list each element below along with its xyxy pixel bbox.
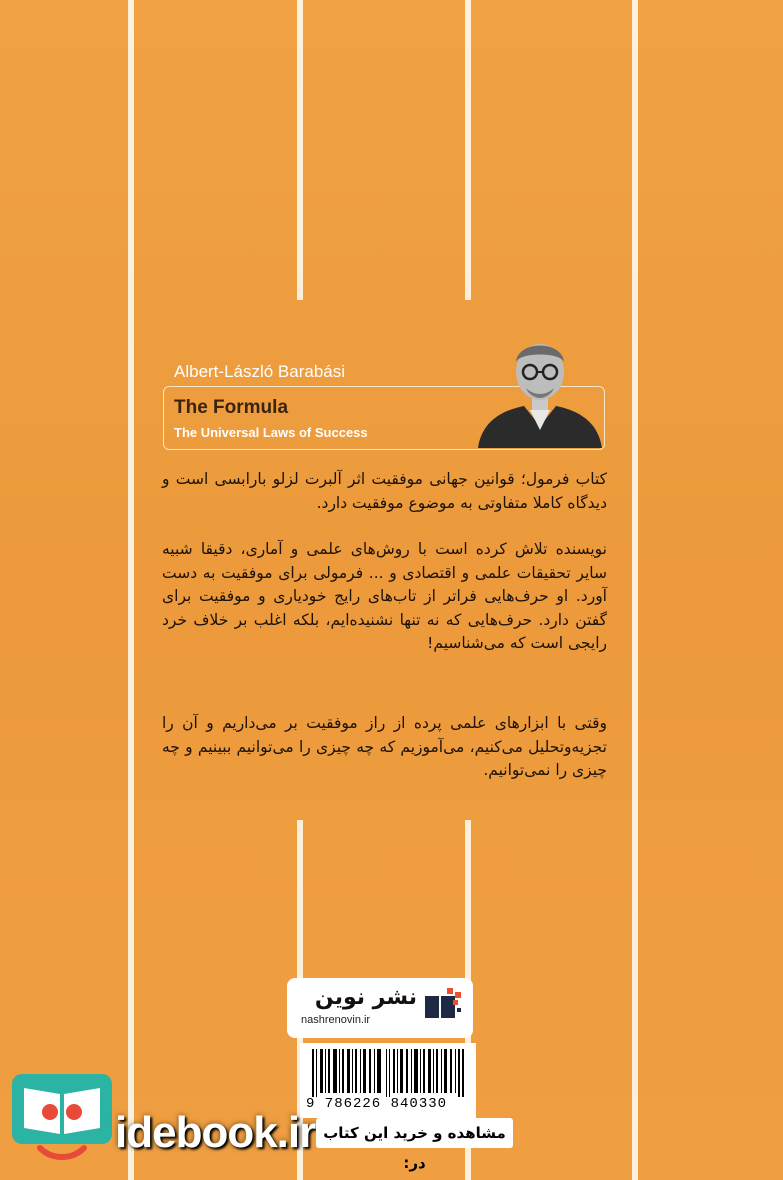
stripe (632, 0, 638, 1180)
blurb-paragraph: وقتی با ابزارهای علمی پرده از راز موفقیت بر می‌داریم و آن را تجزیه‌وتحلیل می‌کنیم، می‌آموزیم که چه چیزی را می‌توانیم ببینیم و چه چیزی را نمی‌توانیم. (162, 714, 607, 779)
stripe (465, 0, 471, 300)
idebook-logo-icon (10, 1072, 114, 1162)
author-name: Albert-László Barabási (174, 362, 346, 381)
book-subtitle: The Universal Laws of Success (174, 425, 368, 440)
author-photo (474, 330, 606, 448)
publisher-url: nashrenovin.ir (301, 1014, 371, 1026)
barcode (300, 1043, 476, 1118)
publisher-logo-icon (423, 986, 463, 1026)
watermark-site[interactable]: idebook.ir (115, 1108, 316, 1157)
watermark-label: مشاهده و خرید این کتاب در: (316, 1118, 513, 1148)
blurb-paragraph: کتاب فرمول؛ قوانین جهانی موفقیت اثر آلبرت لزلو بارابسی است و دیدگاه کاملا متفاوتی به موضوع موفقیت دارد. (162, 470, 607, 512)
publisher-name: نشر نوین (314, 985, 417, 1010)
isbn-number: 9 786226 840330 (306, 1096, 448, 1112)
barcode-bars (312, 1049, 464, 1097)
publisher-box (287, 978, 473, 1038)
stripe (297, 0, 303, 300)
book-title: The Formula (174, 397, 289, 418)
blurb-paragraph: نویسنده تلاش کرده است با روش‌های علمی و آماری، دقیقا شبیه سایر تحقیقات علمی و اقتصادی و ... فرمولی برای موفقیت به دست آورد. او حرف‌هایی فراتر از تاب‌های رایج خودیاری و موفقیت برای گفتن دارد. حرف‌هایی که نه تنها نشنیده‌ایم، بلکه اغلب بر خلاف خرد رایجی است که می‌شناسیم! (162, 540, 607, 652)
stripe (128, 0, 134, 1180)
